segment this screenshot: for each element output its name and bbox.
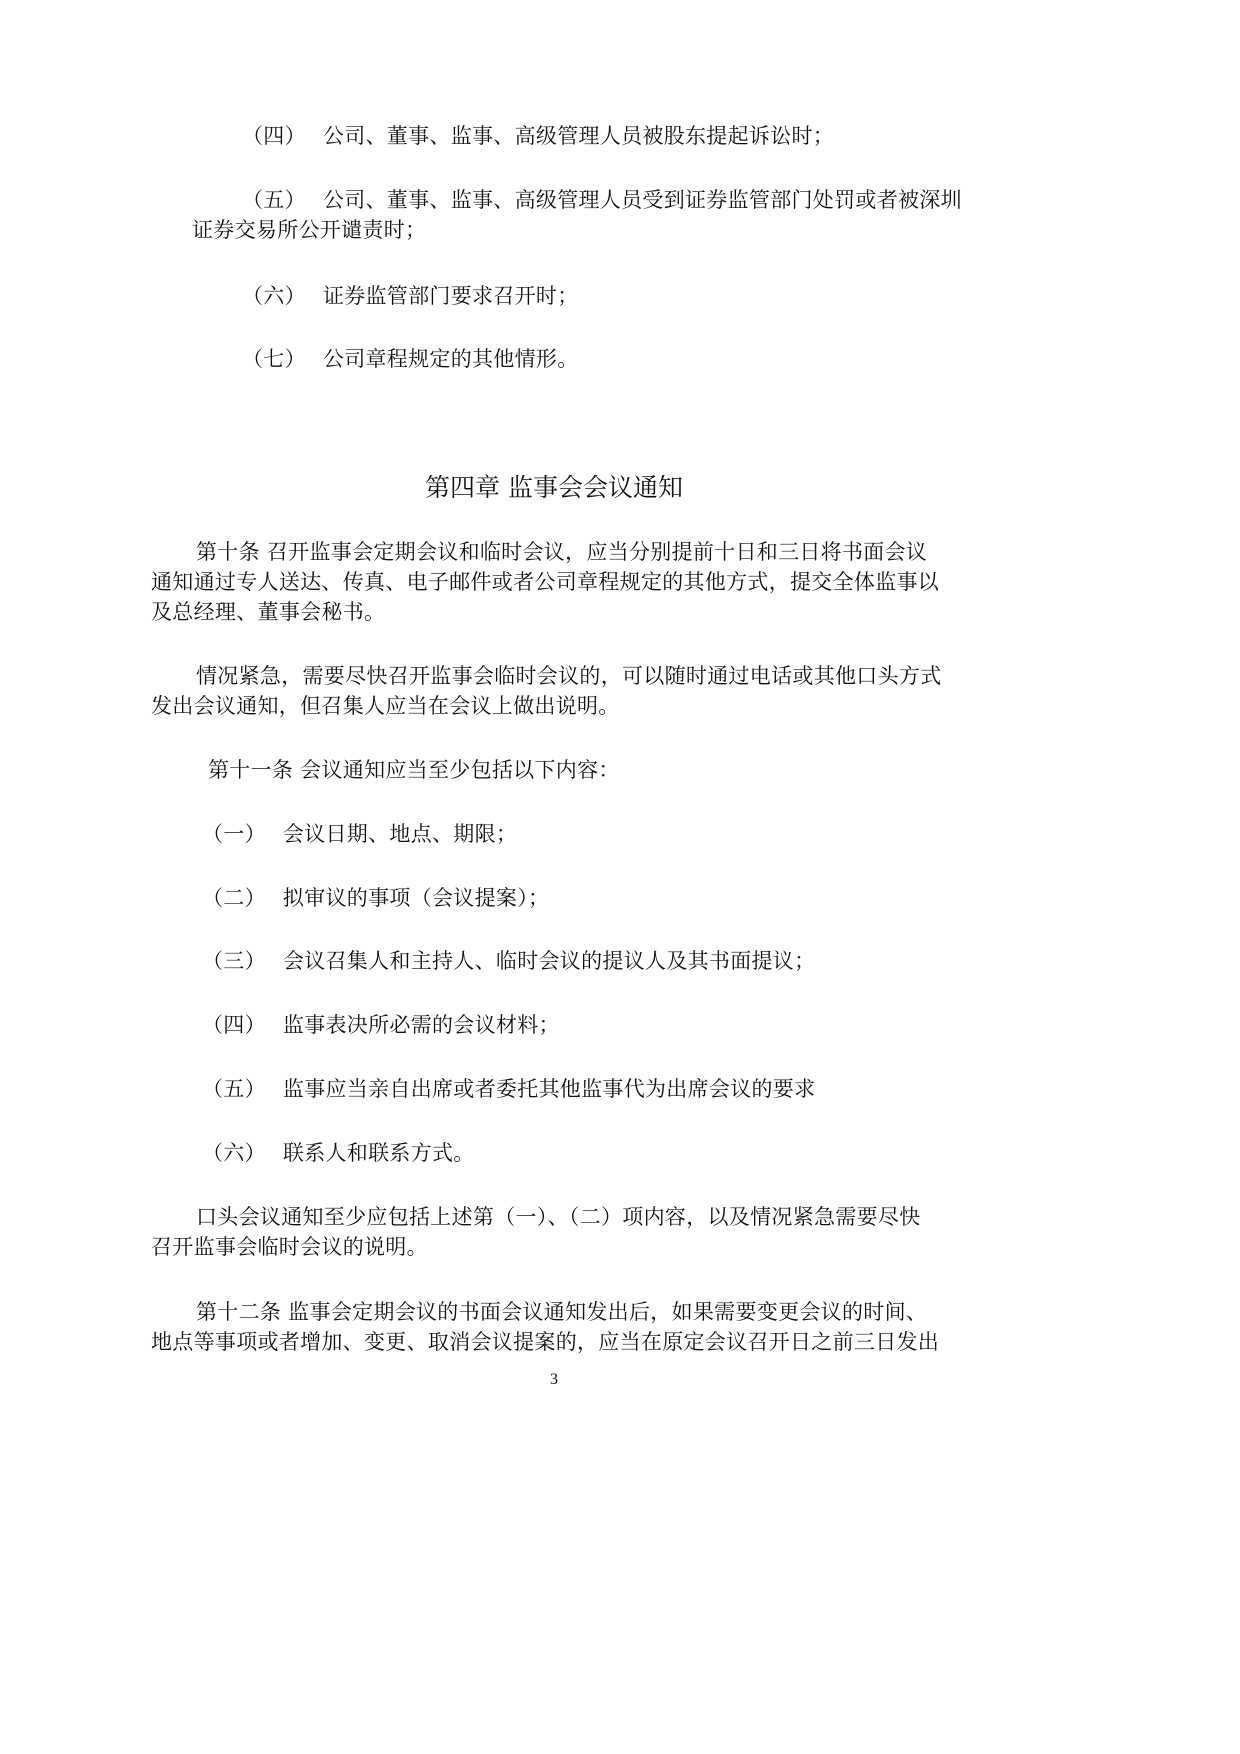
item-number: （三） [202, 949, 266, 973]
item-number: （五） [242, 188, 306, 212]
list-item [242, 282, 579, 310]
article-10-line: 通知通过专人送达、传真、电子邮件或者公司章程规定的其他方式，提交全体监事以 [151, 570, 940, 594]
list-item [242, 122, 834, 150]
article-10-line: 第十条 召开监事会定期会议和临时会议，应当分别提前十日和三日将书面会议 [196, 540, 928, 564]
article-12-line: 第十二条 监事会定期会议的书面会议通知发出后，如果需要变更会议的时间、 [196, 1300, 928, 1324]
list-item [242, 186, 962, 214]
oral-notice-line: 召开监事会临时会议的说明。 [151, 1235, 428, 1259]
item-text: 监事表决所必需的会议材料； [282, 1013, 560, 1037]
item-text: 会议召集人和主持人、临时会议的提议人及其书面提议； [282, 949, 816, 973]
list-item [202, 820, 517, 848]
article-10-line: 及总经理、董事会秘书。 [151, 600, 386, 624]
item-text: 拟审议的事项（会议提案）； [282, 886, 550, 910]
item-number: （四） [202, 1013, 266, 1037]
item-number: （六） [202, 1141, 266, 1165]
item-text: 公司章程规定的其他情形。 [322, 347, 579, 371]
emergency-para-line: 发出会议通知，但召集人应当在会议上做出说明。 [151, 694, 620, 718]
item-text: 证券监管部门要求召开时； [322, 284, 579, 308]
item-number: （七） [242, 347, 306, 371]
item-number: （二） [202, 886, 266, 910]
list-item [202, 947, 815, 975]
item-text: 联系人和联系方式。 [282, 1141, 475, 1165]
list-item [202, 1075, 815, 1103]
oral-notice-line: 口头会议通知至少应包括上述第（一）、（二）项内容，以及情况紧急需要尽快 [196, 1205, 921, 1229]
article-12-line: 地点等事项或者增加、变更、取消会议提案的，应当在原定会议召开日之前三日发出 [151, 1330, 940, 1354]
item-number: （四） [242, 124, 306, 148]
item-text-continuation: 证券交易所公开谴责时； [192, 218, 427, 242]
list-item [202, 1139, 475, 1167]
page-number: 3 [550, 1371, 558, 1388]
item-text: 公司、董事、监事、高级管理人员受到证券监管部门处罚或者被深圳 [322, 188, 962, 212]
item-number: （五） [202, 1077, 266, 1101]
item-text: 公司、董事、监事、高级管理人员被股东提起诉讼时； [322, 124, 835, 148]
emergency-para-line: 情况紧急，需要尽快召开监事会临时会议的，可以随时通过电话或其他口头方式 [196, 664, 942, 688]
item-number: （一） [202, 822, 266, 846]
list-item [242, 345, 579, 373]
item-text: 监事应当亲自出席或者委托其他监事代为出席会议的要求 [282, 1077, 816, 1101]
item-text: 会议日期、地点、期限； [282, 822, 518, 846]
article-11-heading: 第十一条 会议通知应当至少包括以下内容： [208, 758, 620, 782]
chapter-title: 第四章 监事会会议通知 [425, 473, 683, 502]
list-item [202, 1011, 560, 1039]
item-number: （六） [242, 284, 306, 308]
list-item [202, 884, 549, 912]
